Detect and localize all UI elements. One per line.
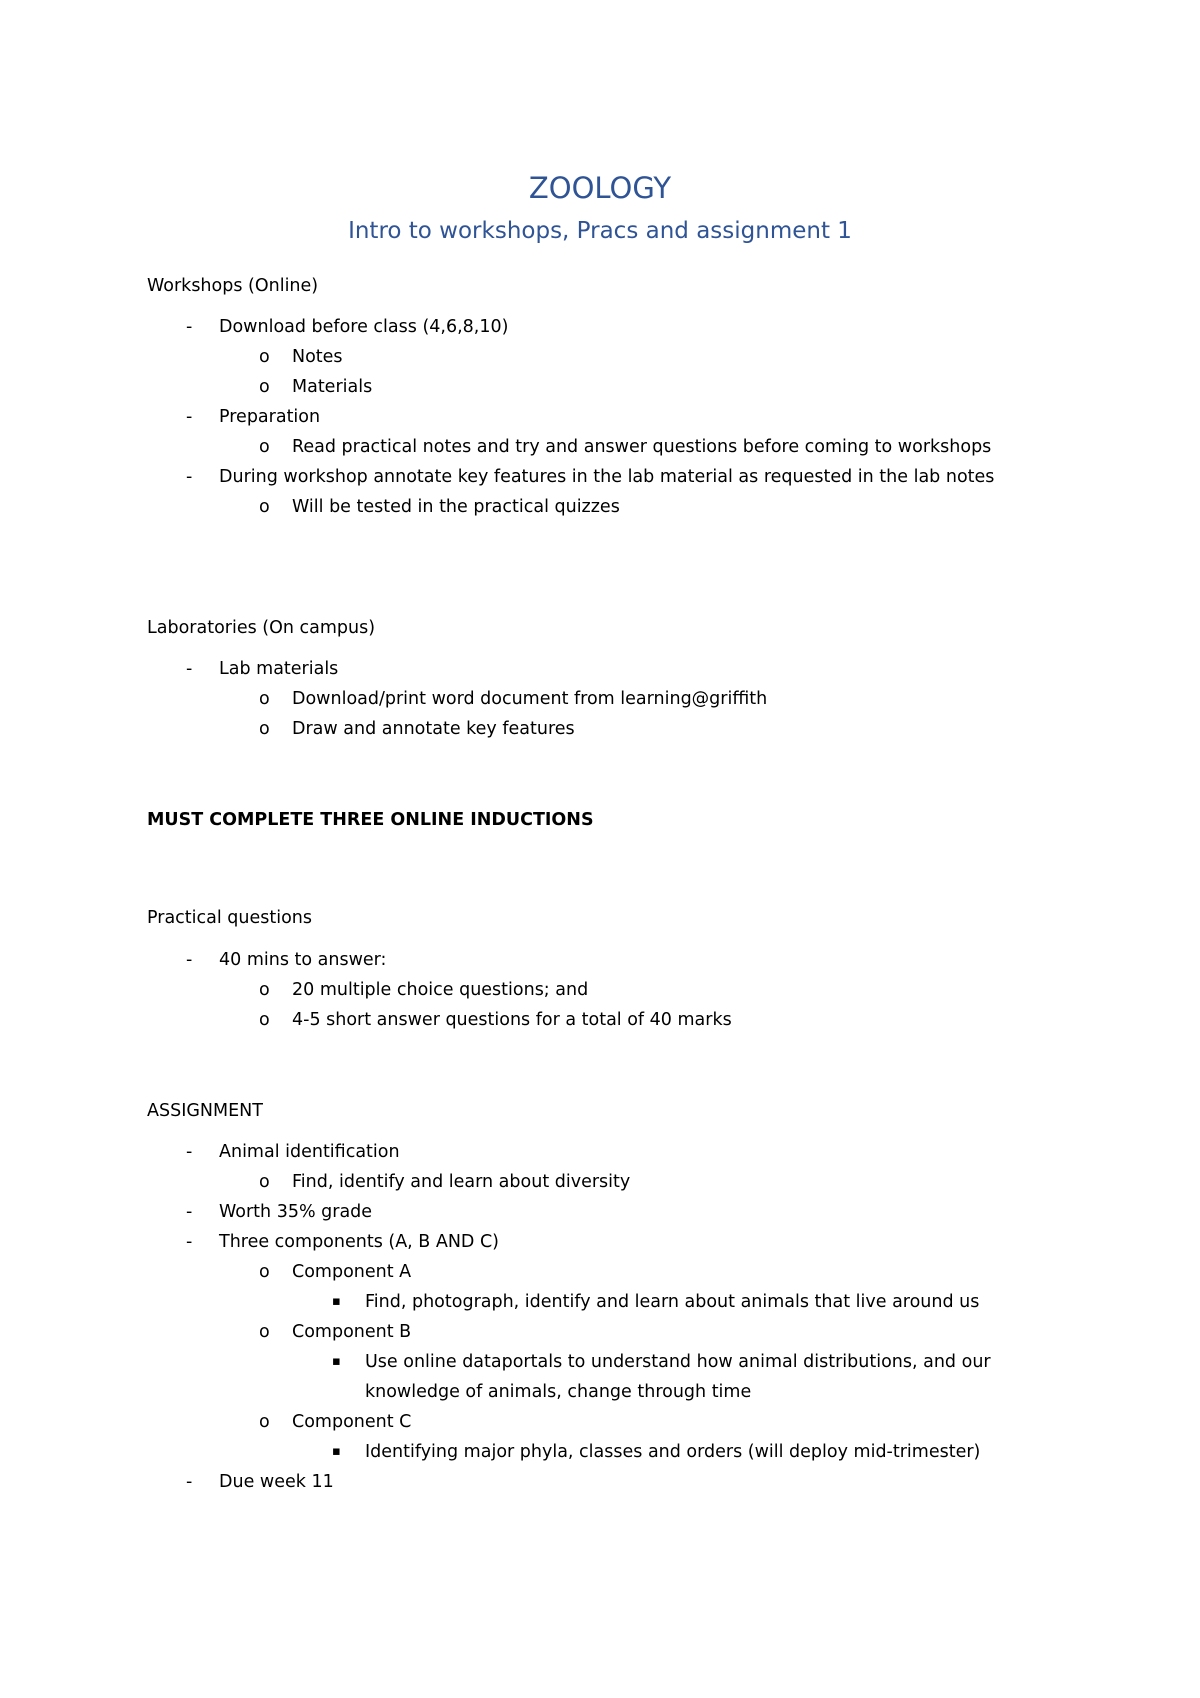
- circle-bullet: o: [259, 1172, 270, 1192]
- circle-bullet: o: [259, 497, 270, 517]
- circle-bullet: o: [259, 980, 270, 1000]
- dash-bullet: -: [186, 1232, 193, 1252]
- circle-bullet: o: [259, 347, 270, 367]
- circle-bullet: o: [259, 377, 270, 397]
- dash-bullet: -: [186, 407, 193, 427]
- circle-bullet: o: [259, 1322, 270, 1342]
- square-bullet: ▪: [332, 1354, 341, 1369]
- square-bullet: ▪: [332, 1294, 341, 1309]
- circle-bullet: o: [259, 1412, 270, 1432]
- dash-bullet: -: [186, 659, 193, 679]
- circle-bullet: o: [259, 719, 270, 739]
- circle-bullet: o: [259, 1262, 270, 1282]
- document-subtitle: Intro to workshops, Pracs and assignment 1: [348, 218, 852, 244]
- dash-bullet: -: [186, 1142, 193, 1162]
- dash-bullet: -: [186, 1472, 193, 1492]
- document-page: ZOOLOGY Intro to workshops, Pracs and assignment 1 Workshops (Online) - Download before class (4,6,8,10) o Notes o Materials - Preparation o Read practical notes and try and answer questions before coming to workshops - During workshop annotate key features in the lab material as requested in the lab notes o Will be tested in the practical quizzes Laboratories (On campus) - Lab materials o Download/print word document from learning@griffith o Draw and annotate key features MUST COMPLETE THREE ONLINE INDUCTIONS Practical questions - 40 mins to answer: o 20 multiple choice questions; and o 4-5 short answer questions for a total of 40 marks ASSIGNMENT - Animal identification o Find, identify and learn about diversity - Worth 35% grade - Three components (A, B AND C) o Component A ▪ Find, photograph, identify and learn about animals that live around us o Component B ▪ Use online dataportals to understand how animal distributions, and our knowledge of animals, change through time o Component C ▪ Identifying major phyla, classes and orders (will deploy mid-trimester) - Due week 11: [0, 0, 1200, 1698]
- dash-bullet: -: [186, 467, 193, 487]
- circle-bullet: o: [259, 437, 270, 457]
- document-title: ZOOLOGY: [528, 171, 672, 205]
- dash-bullet: -: [186, 317, 193, 337]
- dash-bullet: -: [186, 950, 193, 970]
- circle-bullet: o: [259, 1010, 270, 1030]
- square-bullet: ▪: [332, 1444, 341, 1459]
- dash-bullet: -: [186, 1202, 193, 1222]
- circle-bullet: o: [259, 689, 270, 709]
